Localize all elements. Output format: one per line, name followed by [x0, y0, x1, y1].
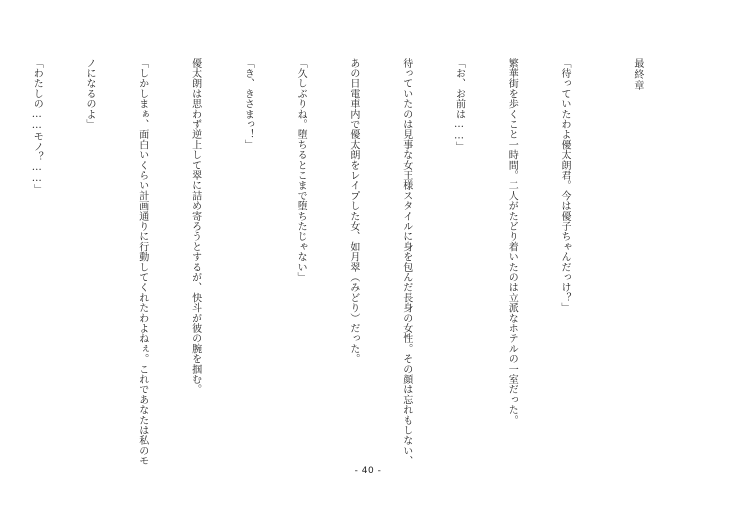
page-number: - 40 - — [354, 466, 382, 476]
text-line-7: 「き、きさまっ！」 — [242, 58, 254, 150]
text-line-4: 待っていたのは見事な女王様スタイルに身を包んだ長身の女性。その顔は忘れもしない、 — [400, 58, 412, 466]
text-line-6: 「久しぶりね。堕ちるとこまで堕ちたじゃない」 — [295, 58, 307, 283]
text-line-1: 「待っていたわよ優太朗君。今は優子ちゃんだっけ？」 — [559, 58, 571, 313]
text-line-5: あの日電車内で優太朗をレイプした女、如月翠（みどり）だった。 — [347, 58, 359, 364]
text-line-11: 「わたしの……モノ？……」 — [31, 58, 43, 195]
chapter-title: 最終章 — [631, 58, 643, 91]
text-line-3: 「お、お前は……」 — [453, 58, 465, 152]
text-line-9: 「しかしまぁ、面白いくらい計画通りに行動してくれたわよねぇ。これであなたは私のモ — [136, 58, 148, 466]
text-line-10: ノになるのよ」 — [84, 58, 95, 130]
text-line-2: 繁華街を歩くこと一時間。二人がたどり着いたのは立派なホテルの一室だった。 — [506, 58, 518, 426]
vertical-text-block — [0, 58, 681, 466]
text-line-8: 優太朗は思わず逆上して翠に詰め寄ろうとするが、快斗が彼の腕を掴む。 — [189, 58, 201, 395]
